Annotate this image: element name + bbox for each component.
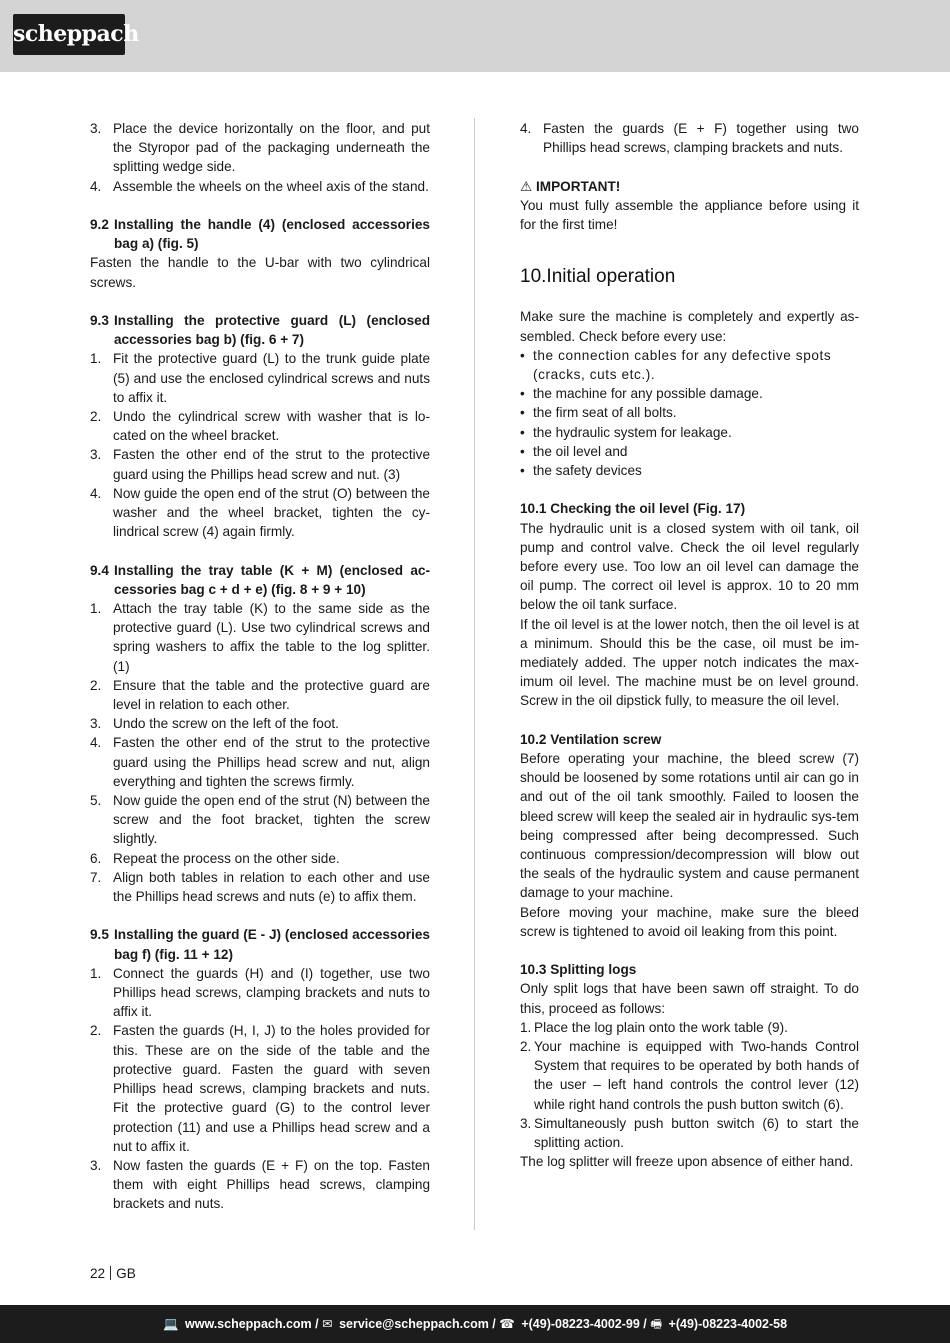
list-item: 2. Undo the cylindrical screw with washer that is lo-cated on the wheel bracket. [90, 409, 430, 444]
fax-number: +(49)-08223-4002-58 [668, 1317, 788, 1331]
list-item: • the machine for any possible damage. [520, 386, 763, 402]
section-heading-10: 10. Initial operation [520, 266, 676, 288]
phone-icon: ☎ [499, 1317, 515, 1331]
phone-number: +(49)-08223-4002-99 / [521, 1317, 647, 1331]
header-bar [0, 0, 950, 72]
list-item: • the firm seat of all bolts. [520, 405, 677, 421]
list-item: 1. Connect the guards (H) and (I) together, use two Phillips head screws, clamping brackets and nuts to affix it. [90, 965, 430, 1020]
list-item: 3. Fasten the other end of the strut to the protective guard using the Phillips head screw and nut. (3) [90, 447, 430, 482]
steps-9-5-cont [520, 119, 859, 157]
list-item: 4. Now guide the open end of the strut (O) between the washer and the wheel bracket, tighten the cy-lindrical screw (4) again firmly. [90, 485, 430, 540]
steps-9-5 [90, 964, 430, 1214]
section-heading-10-3: 10.3 Splitting logs [520, 962, 637, 978]
section-heading-9-3: 9.3 Installing the protective guard (L) (enclosed accessories bag b) (fig. 6 + 7) [90, 313, 430, 348]
list-item: 2. Your machine is equipped with Two-hands Control System that requires to be operated by both hands of the user – left hand controls the control lever (12) while right hand controls the push button switch (6). [520, 1039, 859, 1112]
column-divider [474, 118, 475, 1230]
right-column [520, 119, 859, 1171]
section-body: Fasten the handle to the U-bar with two cylindrical screws. [90, 255, 430, 290]
check-list [520, 346, 859, 480]
section-heading-10-2: 10.2 Ventilation screw [520, 731, 662, 747]
section-intro: Make sure the machine is completely and expertly as-sembled. Check before every use: [520, 309, 859, 344]
footer-bar [0, 1305, 950, 1343]
steps-10-3 [520, 1018, 859, 1152]
steps-9-3 [90, 349, 430, 541]
important-text: You must fully assemble the appliance before using it for the first time! [520, 197, 859, 232]
list-item: 2. Ensure that the table and the protective guard are level in relation to each other. [90, 677, 430, 713]
intro-steps [90, 119, 430, 196]
list-item: 4. Fasten the guards (E + F) together using two Phillips head screws, clamping brackets and nuts. [520, 121, 859, 156]
list-item: 2. Fasten the guards (H, I, J) to the holes provided for this. These are on the side of the table and the protective guard. Fasten the guard with seven Phillips head screws, clamping brackets and nuts. Fit the protective guard (G) to the control lever protection (11) and use a Phillips head screw and a nut to affix it. [90, 1023, 430, 1154]
section-body: The hydraulic unit is a closed system with oil tank, oil pump and control valve. Check the oil level regularly before every use. Too low an oil level can damage the oil pump. The correct oil level is approx. 10 to 20 mm below the oil tank surface. [520, 520, 859, 613]
section-body: Before moving your machine, make sure the bleed screw is tightened to avoid oil leaking from this point. [520, 904, 859, 939]
steps-9-4 [90, 599, 430, 906]
list-item: 3. Undo the screw on the left of the foot. [90, 716, 339, 732]
brand-logo: scheppach [13, 14, 125, 55]
list-item: • the safety devices [520, 463, 642, 479]
list-item: • the oil level and [520, 443, 628, 459]
section-heading-10-1: 10.1 Checking the oil level (Fig. 17) [520, 501, 746, 517]
section-heading-9-4: 9.4 Installing the tray table (K + M) (enclosed ac-cessories bag c + d + e) (fig. 8 + 9 + 10) [90, 562, 430, 597]
mail-icon: ✉ [322, 1317, 333, 1331]
list-item: • the hydraulic system for leakage. [520, 424, 732, 440]
email-link[interactable]: service@scheppach.com / [339, 1317, 496, 1331]
list-item: • the connection cables for any defective spots (cracks, cuts etc.). [520, 347, 832, 382]
section-body: Only split logs that have been sawn off straight. To do this, proceed as follows: [520, 981, 859, 1016]
section-heading-9-2: 9.2 Installing the handle (4) (enclosed accessories bag a) (fig. 5) [90, 217, 430, 252]
list-item: 4. Assemble the wheels on the wheel axis of the stand. [90, 178, 429, 194]
list-item: 3. Simultaneously push button switch (6) to start the splitting action. [520, 1115, 859, 1151]
section-body: The log splitter will freeze upon absence of either hand. [520, 1154, 854, 1170]
list-item: 1. Fit the protective guard (L) to the trunk guide plate (5) and use the enclosed cylindrical screws and nuts to affix it. [90, 351, 430, 405]
list-item: 4. Fasten the other end of the strut to the protective guard using the Phillips head screw and nut, align everything and tighten the screws firmly. [90, 735, 430, 789]
list-item: 3. Place the device horizontally on the floor, and put the Styropor pad of the packaging underneath the splitting wedge side. [90, 121, 430, 175]
section-body: If the oil level is at the lower notch, then the oil level is at a minimum. Should this be the case, oil must be im-mediately added. The upper notch indicates the max-imum oil level. The machine must be on level ground. Screw in the oil dipstick fully, to measure the oil level. [520, 616, 859, 709]
important-label: ⚠ IMPORTANT! [520, 178, 621, 194]
left-column [90, 119, 430, 1214]
fax-icon: 🖷 [650, 1317, 663, 1331]
list-item: 5. Now guide the open end of the strut (N) between the screw and the foot bracket, tighten the screw slightly. [90, 793, 430, 847]
list-item: 3. Now fasten the guards (E + F) on the top. Fasten them with eight Phillips head screws, clamping brackets and nuts. [90, 1157, 430, 1212]
page-number: 22 GB [90, 1266, 136, 1281]
website-link[interactable]: www.scheppach.com / [185, 1317, 319, 1331]
section-body: Before operating your machine, the bleed screw (7) should be loosened by some rotations until air can go in and out of the oil tank smoothly. Failed to loosen the bleed screw will keep the sealed air in hydraulic sys-tem being compressed after being decompressed. Such continuous compression/decompression will blow out the seals of the hydraulic system and cause permanent damage to your machine. [520, 751, 859, 901]
list-item: 1. Attach the tray table (K) to the same side as the protective guard (L). Use two cylindrical screws and spring washers to affix the table to the log splitter. (1) [90, 601, 430, 674]
list-item: 6. Repeat the process on the other side. [90, 850, 340, 866]
list-item: 1. Place the log plain onto the work table (9). [520, 1019, 788, 1035]
computer-icon: 💻 [162, 1317, 179, 1331]
list-item: 7. Align both tables in relation to each other and use the Phillips head screws and nuts (e) to affix them. [90, 869, 430, 905]
section-heading-9-5: 9.5 Installing the guard (E - J) (enclosed accessories bag f) (fig. 11 + 12) [90, 927, 430, 962]
